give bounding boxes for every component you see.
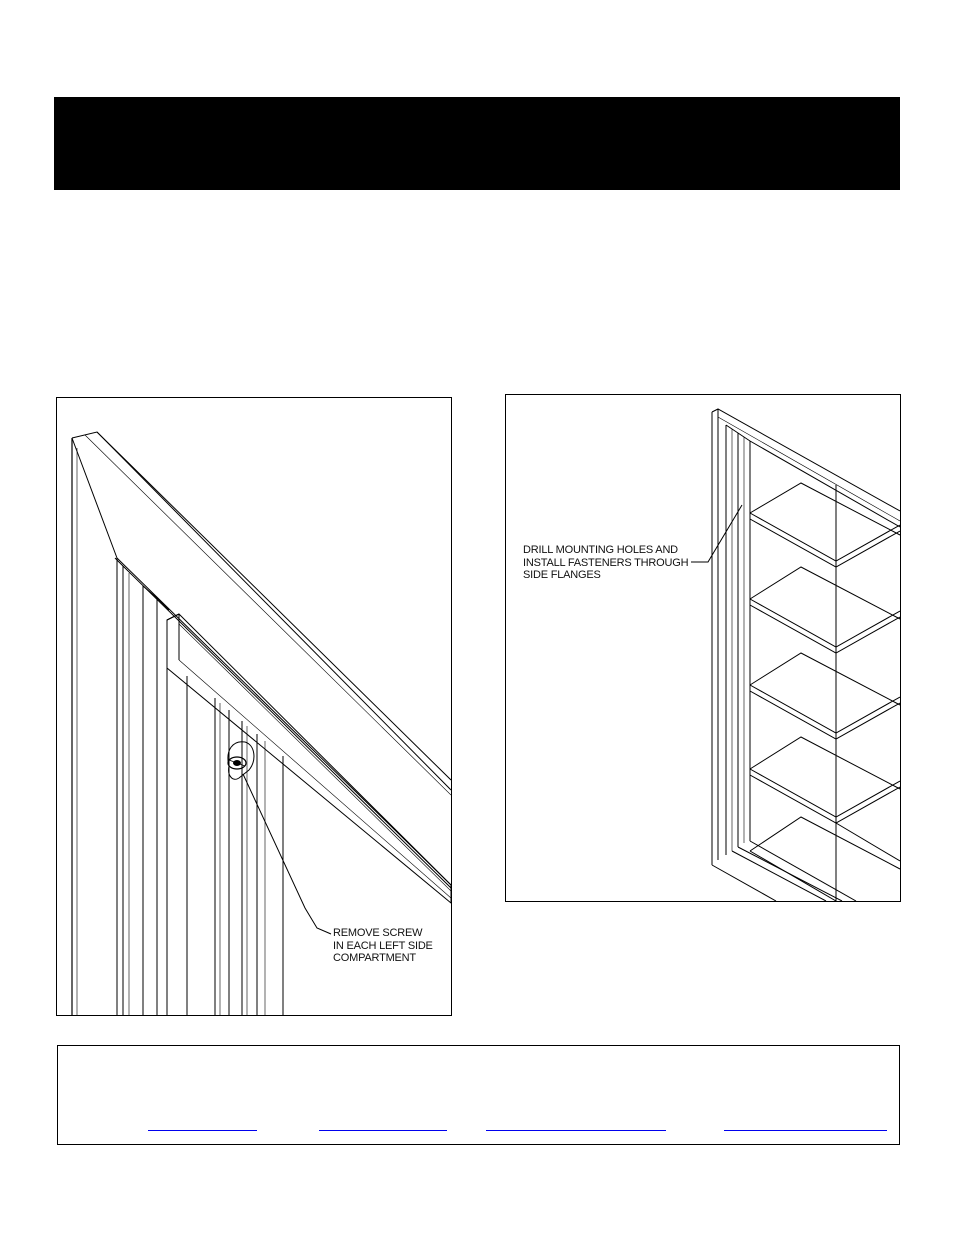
callout-line: IN EACH LEFT SIDE: [333, 939, 433, 952]
footer-link-4[interactable]: [724, 1116, 887, 1131]
remove-screw-callout: [333, 927, 433, 965]
callout-line: REMOVE SCREW: [333, 927, 423, 939]
footer-link-1[interactable]: [148, 1116, 257, 1131]
remove-screw-drawing: [57, 398, 451, 1015]
title-bar: [54, 97, 900, 190]
footer-link-3[interactable]: [486, 1116, 666, 1131]
drill-mounting-callout: [523, 544, 688, 582]
drill-mounting-drawing: [506, 395, 900, 901]
figure-drill-mounting-holes: [505, 394, 901, 902]
footer-box: [57, 1045, 900, 1145]
figure-remove-screw: [56, 397, 452, 1016]
callout-line: INSTALL FASTENERS THROUGH: [523, 556, 689, 569]
callout-line: SIDE FLANGES: [523, 569, 601, 581]
callout-line: COMPARTMENT: [333, 952, 416, 964]
footer-link-2[interactable]: [319, 1116, 447, 1131]
callout-line: DRILL MOUNTING HOLES AND: [523, 544, 678, 556]
